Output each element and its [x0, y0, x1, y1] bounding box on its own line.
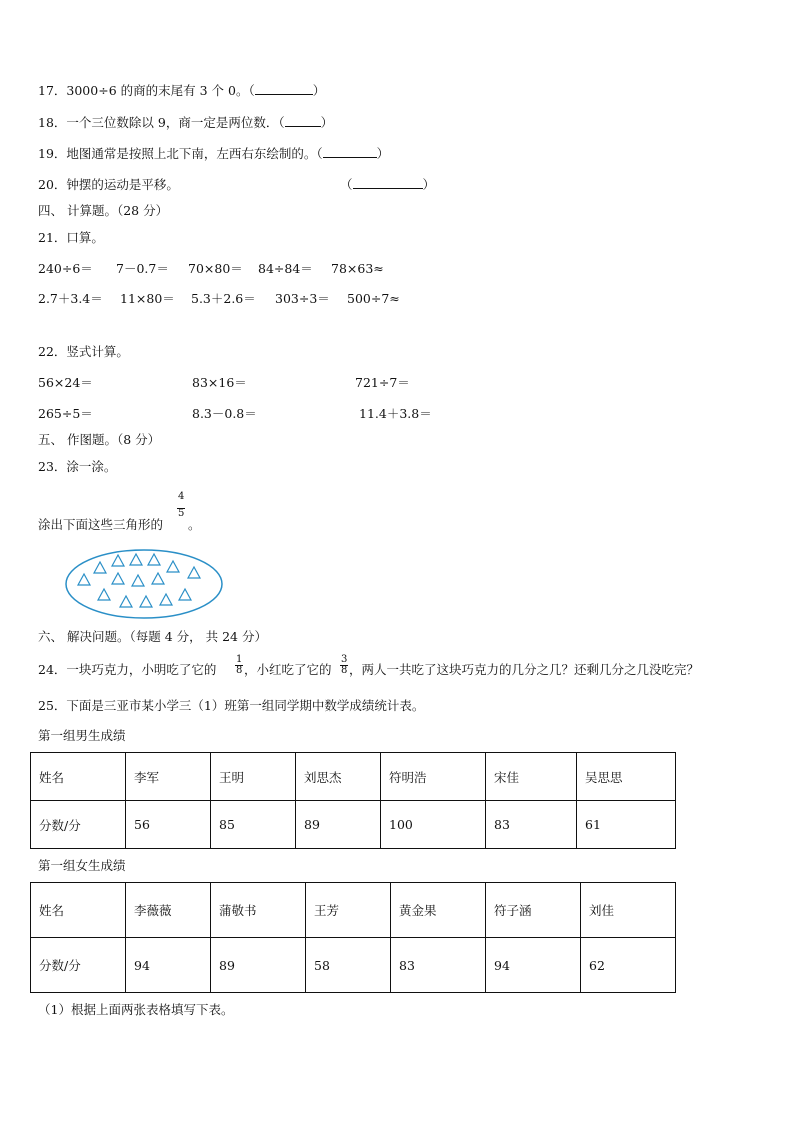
answer-blank[interactable] [353, 176, 423, 189]
table-row [31, 801, 676, 849]
question-18: 18．一个三位数除以 9，商一定是两位数．（ ） [38, 115, 334, 130]
table-cell: 100 [381, 801, 486, 849]
question-25-part-1: （1）根据上面两张表格填写下表。 [38, 1002, 234, 1017]
triangles-in-ellipse-figure [64, 548, 224, 620]
table-cell: 李军 [126, 753, 211, 801]
oral-item: 11×80＝ [120, 291, 175, 306]
triangle-shape [160, 594, 172, 605]
table-cell: 58 [306, 938, 391, 993]
table-cell: 姓名 [31, 883, 126, 938]
table-cell: 吴思思 [577, 753, 676, 801]
oral-item: 5.3＋2.6＝ [191, 291, 256, 306]
fraction-three-eighths: $\frac{3}{8}$ [341, 654, 348, 676]
table-cell: 94 [486, 938, 581, 993]
answer-blank[interactable] [285, 114, 321, 127]
table-cell: 分数/分 [31, 801, 126, 849]
question-25: 25．下面是三亚市某小学三（1）班第一组同学期中数学成绩统计表。 [38, 698, 425, 713]
table-cell: 94 [126, 938, 211, 993]
question-21: 21．口算。 [38, 230, 104, 245]
triangle-shape [112, 555, 124, 566]
table-row [31, 753, 676, 801]
table-row [31, 883, 676, 938]
table-cell: 符明浩 [381, 753, 486, 801]
question-20-answer: （ ） [340, 177, 436, 192]
triangle-shape [152, 573, 164, 584]
question-17: 17．3000÷6 的商的末尾有 3 个 0。（ ） [38, 83, 326, 98]
table-cell: 刘思杰 [296, 753, 381, 801]
boys-table-caption: 第一组男生成绩 [38, 728, 126, 743]
table-cell: 黄金果 [391, 883, 486, 938]
section-heading-4: 四、 计算题。（28 分） [38, 203, 169, 218]
table-cell: 宋佳 [486, 753, 577, 801]
triangle-shape [112, 573, 124, 584]
section-heading-5: 五、 作图题。（8 分） [38, 432, 161, 447]
table-cell: 分数/分 [31, 938, 126, 993]
vertical-item: 8.3－0.8＝ [192, 406, 257, 421]
oral-item: 78×63≈ [331, 261, 384, 276]
triangle-shape [132, 575, 144, 586]
fraction-one-eighth: $\frac{1}{8}$ [236, 654, 243, 676]
triangle-shape [188, 567, 200, 578]
table-cell: 王明 [211, 753, 296, 801]
question-20: 20．钟摆的运动是平移。 [38, 177, 179, 192]
question-19: 19．地图通常是按照上北下南，左西右东绘制的。（ ） [38, 146, 390, 161]
oral-item: 70×80＝ [188, 261, 243, 276]
vertical-item: 83×16＝ [192, 375, 247, 390]
girls-table-caption: 第一组女生成绩 [38, 858, 126, 873]
table-cell: 符子涵 [486, 883, 581, 938]
triangle-shape [140, 596, 152, 607]
table-cell: 蒲敬书 [211, 883, 306, 938]
question-22: 22．竖式计算。 [38, 344, 129, 359]
triangle-shape [130, 554, 142, 565]
table-cell: 李薇薇 [126, 883, 211, 938]
triangle-shape [167, 561, 179, 572]
table-cell: 姓名 [31, 753, 126, 801]
answer-blank[interactable] [323, 145, 377, 158]
oral-item: 240÷6＝ [38, 261, 93, 276]
table-cell: 56 [126, 801, 211, 849]
answer-blank[interactable] [255, 82, 313, 95]
vertical-item: 265÷5＝ [38, 406, 93, 421]
table-row [31, 938, 676, 993]
table-cell: 王芳 [306, 883, 391, 938]
table-cell: 83 [391, 938, 486, 993]
oral-item: 303÷3＝ [275, 291, 330, 306]
table-cell: 89 [211, 938, 306, 993]
triangle-shape [94, 562, 106, 573]
vertical-item: 56×24＝ [38, 375, 93, 390]
fraction-four-fifths: $\frac{4}{5}$ [178, 491, 185, 519]
girls-grade-table [30, 882, 676, 993]
triangle-shape [179, 589, 191, 600]
table-cell: 85 [211, 801, 296, 849]
vertical-item: 11.4＋3.8＝ [359, 406, 432, 421]
oral-item: 500÷7≈ [347, 291, 400, 306]
section-heading-6: 六、 解决问题。（每题 4 分， 共 24 分） [38, 629, 267, 644]
table-cell: 61 [577, 801, 676, 849]
triangle-shape [78, 574, 90, 585]
oral-item: 7－0.7＝ [116, 261, 169, 276]
boys-grade-table [30, 752, 676, 849]
triangle-shape [120, 596, 132, 607]
table-cell: 62 [581, 938, 676, 993]
table-cell: 89 [296, 801, 381, 849]
oral-item: 2.7＋3.4＝ [38, 291, 103, 306]
table-cell: 83 [486, 801, 577, 849]
question-23: 23．涂一涂。 [38, 459, 117, 474]
triangle-shape [148, 554, 160, 565]
triangle-shape [98, 589, 110, 600]
oral-item: 84÷84＝ [258, 261, 313, 276]
vertical-item: 721÷7＝ [355, 375, 410, 390]
table-cell: 刘佳 [581, 883, 676, 938]
